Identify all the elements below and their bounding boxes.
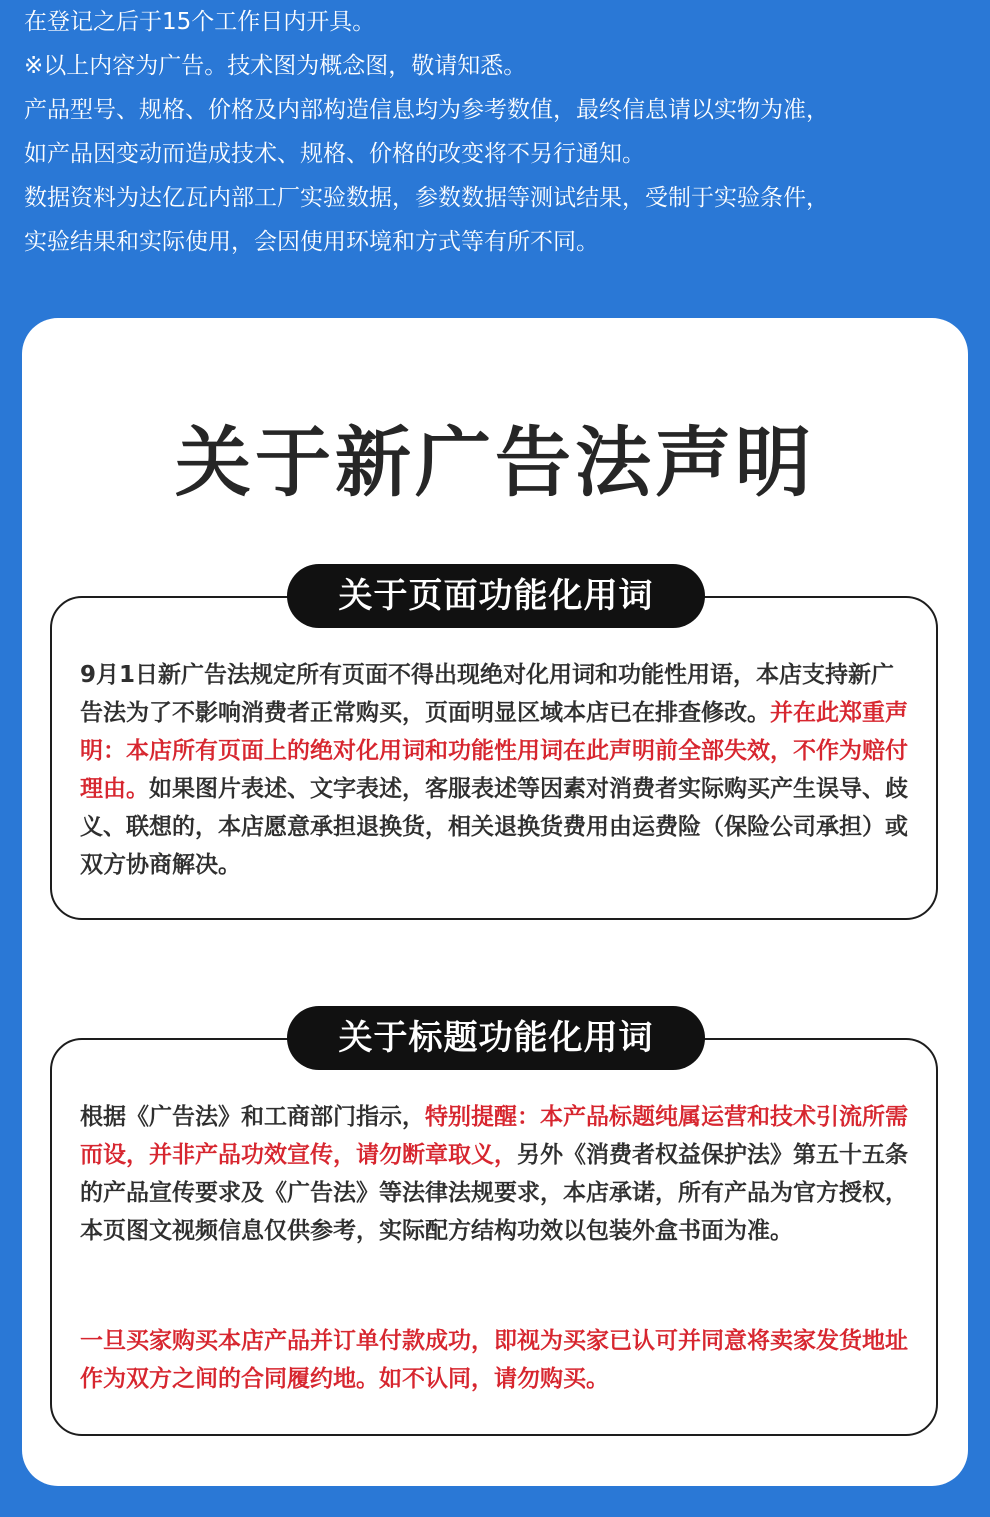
top-note-line-4: 如产品因变动而造成技术、规格、价格的改变将不另行通知。 <box>24 141 645 167</box>
title-wording-text <box>80 1098 910 1250</box>
page-wording-label: 关于页面功能化用词 <box>287 564 705 628</box>
title-wording-highlight: 特别提醒：本产品标题纯属运营和技术引流所需而设，并非产品功效宣传，请勿断章取义， <box>80 1104 908 1168</box>
title-wording-text-part-2: 另外《消费者权益保护法》第五十五条的产品宣传要求及《广告法》等法律法规要求，本店承诺，所有产品为官方授权，本页图文视频信息仅供参考，实际配方结构功效以包装外盒书面为准。 <box>80 1142 908 1244</box>
title-wording-label: 关于标题功能化用词 <box>287 1006 705 1070</box>
statement-title: 关于新广告法声明 <box>175 418 815 507</box>
statement-card <box>22 318 968 1486</box>
title-wording-text-part-1: 根据《广告法》和工商部门指示， <box>80 1104 425 1130</box>
page-wording-text-part-1: 9月1日新广告法规定所有页面不得出现绝对化用词和功能性用语，本店支持新广告法为了不影响消费者正常购买，页面明显区域本店已在排查修改。 <box>80 662 895 726</box>
purchase-agreement-text: 一旦买家购买本店产品并订单付款成功，即视为买家已认可并同意将卖家发货地址作为双方之间的合同履约地。如不认同，请勿购买。 <box>80 1328 908 1392</box>
page-wording-highlight: 并在此郑重声明：本店所有页面上的绝对化用词和功能性用词在此声明前全部失效，不作为赔付理由。 <box>80 700 908 802</box>
title-wording-panel <box>50 1018 938 1436</box>
page-wording-panel <box>50 576 938 920</box>
top-note-line-1: 在登记之后于15个工作日内开具。 <box>24 9 376 35</box>
top-notes <box>24 0 974 264</box>
page-wording-text <box>80 656 910 884</box>
top-note-line-2: ※以上内容为广告。技术图为概念图，敬请知悉。 <box>24 53 527 79</box>
top-note-line-5: 数据资料为达亿瓦内部工厂实验数据，参数数据等测试结果，受制于实验条件， <box>24 185 829 211</box>
top-note-line-3: 产品型号、规格、价格及内部构造信息均为参考数值，最终信息请以实物为准， <box>24 97 829 123</box>
page-wording-text-part-2: 如果图片表述、文字表述，客服表述等因素对消费者实际购买产生误导、歧义、联想的，本店愿意承担退换货，相关退换货费用由运费险（保险公司承担）或双方协商解决。 <box>80 776 908 878</box>
top-note-line-6: 实验结果和实际使用，会因使用环境和方式等有所不同。 <box>24 229 599 255</box>
